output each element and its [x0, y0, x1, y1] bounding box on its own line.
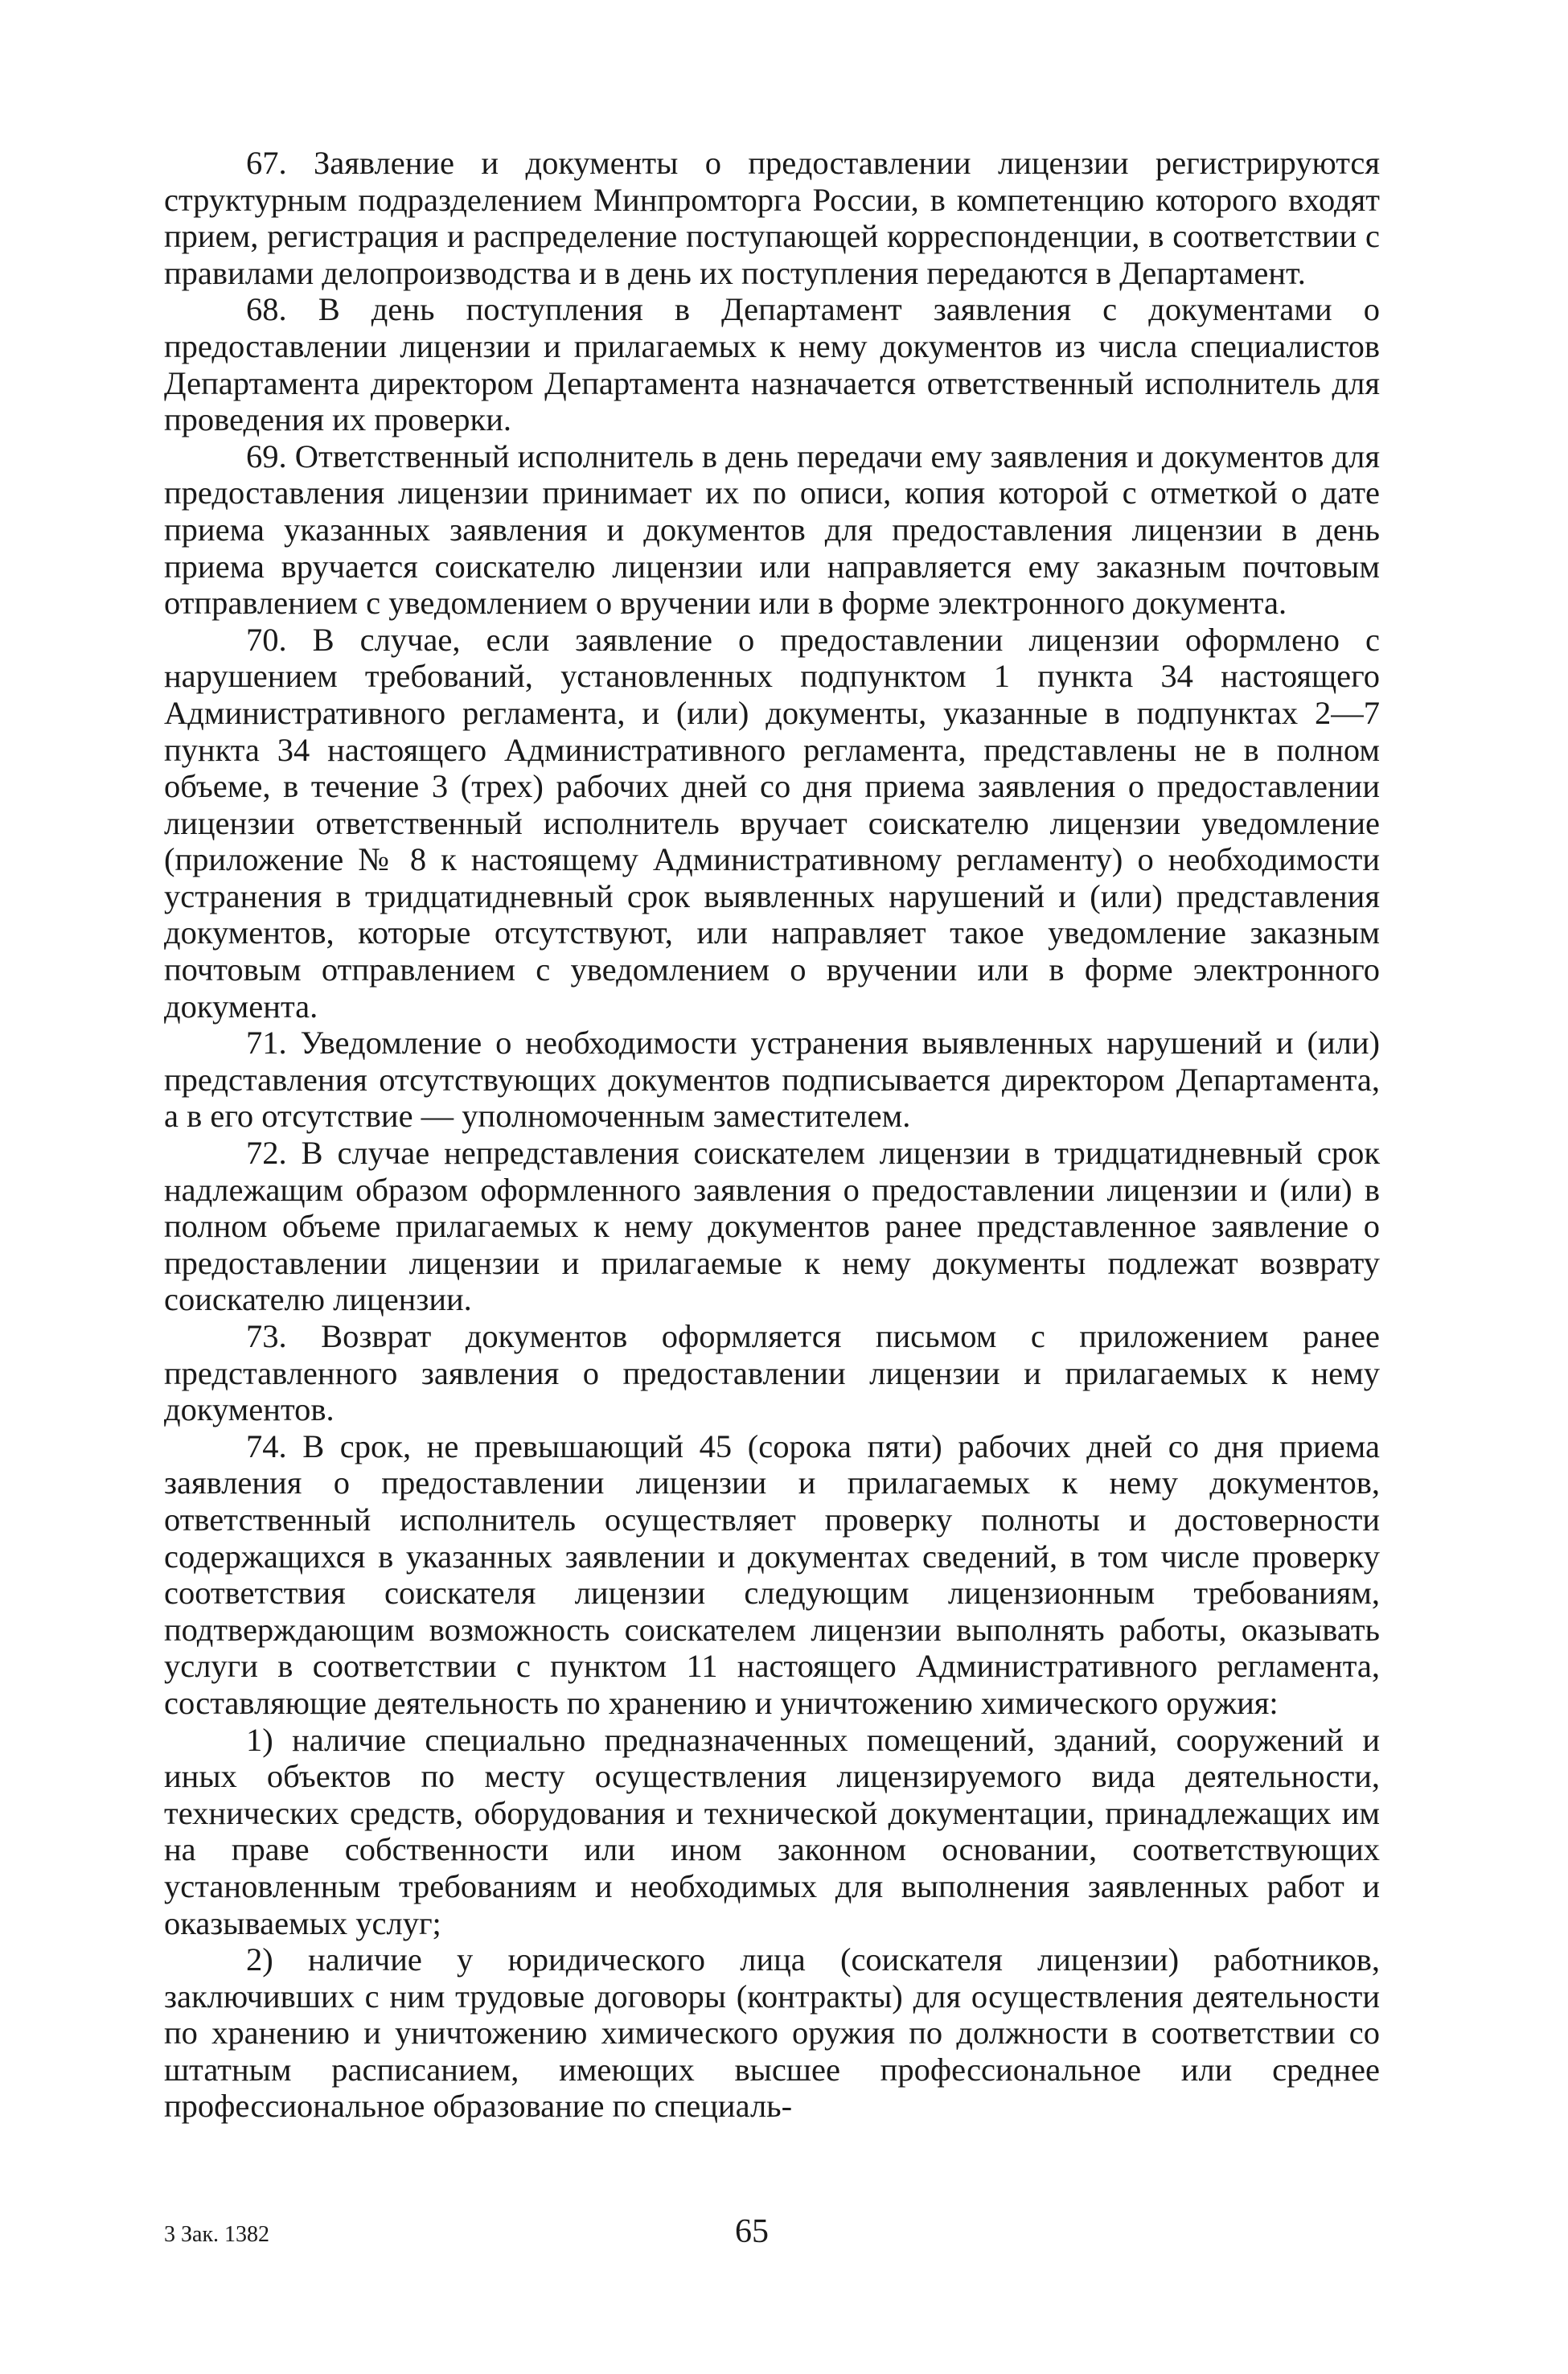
paragraph-67: 67. Заявление и документы о предоставлении лицензии регистрируются структурным подразделением Минпромторга России, в компетенцию которого входят прием, регистрация и распределение поступающей корреспонденции, в соответствии с правилами делопроизводства и в день их поступления передаются в Департамент. [164, 145, 1380, 291]
paragraph-74: 74. В срок, не превышающий 45 (сорока пяти) рабочих дней со дня приема заявления о предоставлении лицензии и прилагаемых к нему документов, ответственный исполнитель осуществляет проверку полноты и достоверности содержащихся в указанных заявлении и документах сведений, в том числе проверку соответствия соискателя лицензии следующим лицензионным требованиям, подтверждающим возможность соискателем лицензии выполнять работы, оказывать услуги в соответствии с пунктом 11 настоящего Административного регламента, составляющие деятельность по хранению и уничтожению химического оружия: [164, 1427, 1380, 1721]
document-page [164, 145, 1380, 2125]
paragraph-74-item-2: 2) наличие у юридического лица (соискателя лицензии) работников, заключивших с ним трудовые договоры (контракты) для осуществления деятельности по хранению и уничтожению химического оружия по должности в соответствии со штатным расписанием, имеющих высшее профессиональное или среднее профессиональное образование по специаль- [164, 1941, 1380, 2125]
paragraph-70: 70. В случае, если заявление о предоставлении лицензии оформлено с нарушением требований, установленных подпунктом 1 пункта 34 настоящего Административного регламента, и (или) документы, указанные в подпунктах 2—7 пункта 34 настоящего Административного регламента, представлены не в полном объеме, в течение 3 (трех) рабочих дней со дня приема заявления о предоставлении лицензии ответственный исполнитель вручает соискателю лицензии уведомление (приложение № 8 к настоящему Административному регламенту) о необходимости устранения в тридцатидневный срок выявленных нарушений и (или) представления документов, которые отсутствуют, или направляет такое уведомление заказным почтовым отправлением с уведомлением о вручении или в форме электронного документа. [164, 621, 1380, 1025]
paragraph-71: 71. Уведомление о необходимости устранения выявленных нарушений и (или) представления отсутствующих документов подписывается директором Департамента, а в его отсутствие — уполномоченным заместителем. [164, 1025, 1380, 1135]
page-footer [164, 2213, 1380, 2253]
print-order-mark: 3 Зак. 1382 [164, 2222, 270, 2247]
paragraph-73: 73. Возврат документов оформляется письмом с приложением ранее представленного заявления о предоставлении лицензии и прилагаемых к нему документов. [164, 1318, 1380, 1428]
paragraph-72: 72. В случае непредставления соискателем лицензии в тридцатидневный срок надлежащим образом оформленного заявления о предоставлении лицензии и (или) в полном объеме прилагаемых к нему документов ранее представленное заявление о предоставлении лицензии и прилагаемые к нему документы подлежат возврату соискателю лицензии. [164, 1135, 1380, 1318]
page-number: 65 [735, 2213, 769, 2250]
paragraph-68: 68. В день поступления в Департамент заявления с документами о предоставлении лицензии и прилагаемых к нему документов из числа специалистов Департамента директором Департамента назначается ответственный исполнитель для проведения их проверки. [164, 291, 1380, 438]
paragraph-69: 69. Ответственный исполнитель в день передачи ему заявления и документов для предоставления лицензии принимает их по описи, копия которой с отметкой о дате приема указанных заявления и документов для предоставления лицензии в день приема вручается соискателю лицензии или направляется ему заказным почтовым отправлением с уведомлением о вручении или в форме электронного документа. [164, 437, 1380, 622]
paragraph-74-item-1: 1) наличие специально предназначенных помещений, зданий, сооружений и иных объектов по месту осуществления лицензируемого вида деятельности, технических средств, оборудования и технической документации, принадлежащих им на праве собственности или ином законном основании, соответствующих установленным требованиям и необходимых для выполнения заявленных работ и оказываемых услуг; [164, 1721, 1380, 1941]
